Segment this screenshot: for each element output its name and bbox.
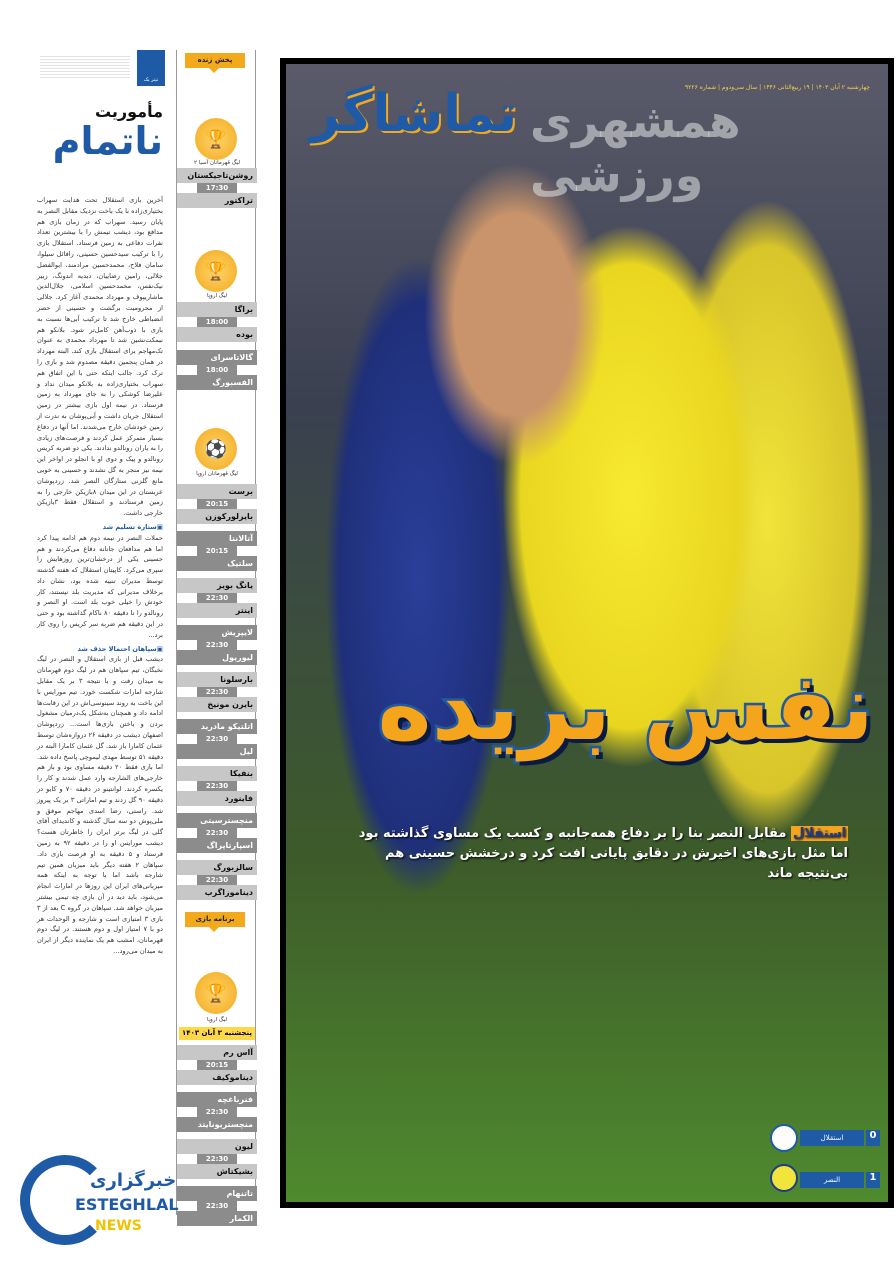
match-time: 17:30 [177, 183, 257, 193]
team-home: روشن‌تاجیکستان [177, 168, 257, 183]
team-home: تاتنهام [177, 1186, 257, 1201]
masthead [310, 84, 870, 202]
match-time: 22:30 [177, 1201, 257, 1211]
team-home: لیون [177, 1139, 257, 1154]
team-home: بارسلونا [177, 672, 257, 687]
deck-line-1: مقابل النصر بنا را بر دفاع همه‌جانبه و کسب یک مساوی گذاشته بود [358, 826, 791, 841]
score-row-away [800, 1172, 880, 1188]
away-team: النصر [800, 1172, 864, 1188]
match-time: 22:30 [177, 1107, 257, 1117]
team-away: فاینورد [177, 791, 257, 806]
esteghlal-crest-icon [770, 1124, 798, 1152]
watermark-logo [20, 1150, 179, 1250]
match-time: 22:30 [177, 875, 257, 885]
ucl-ball-icon: ⚽ [195, 428, 237, 470]
team-home: لایپزیش [177, 625, 257, 640]
section-tag: تیتر یک [137, 50, 165, 86]
team-home: براگا [177, 302, 257, 317]
intro-text: آخرین بازی استقلال تحت هدایت سهراب بختیاری‌زاده با یک باخت نزدیک مقابل النصر به پایان رسید. سهراب که در زمان بازی هم مدافع بود، دیشب تیمش را با بیشترین تعداد نفرات دفاعی به زمین فرستاد. استقلال بازی را با ترکیب سیدحسین حسینی، رافائل سیلوا، سامان فلاح، محمدحسین مرادمند، ابوالفضل جلالی، رامین رضاییان، دیدیه اندونگ، زبیر نیک‌نفس، محمدحسین اسلامی، جلال‌الدین ماشاریپوف و مهرداد محمدی آغاز کرد. جلالی از محرومیت برگشت و حسینی از حصر انضباطی خارج شد تا ترکیب آبی‌ها نسبت به بازی با ذوب‌آهن کامل‌تر شود. بلانکو هم نیمکت‌نشین شد تا مهرداد محمدی به عنوان تک‌مهاجم برای استقلال بازی کند. البته مهرداد در همان پنجمین دقیقه مصدوم شد و بازی را ترک کرد. جالب اینکه حتی با این اتفاق هم سهراب بختیاری‌زاده به بلانکو میدان نداد و علیرضا کوشکی را به جای مهرداد به زمین فرستاد. در نیمه اول بازی بیشتر در زمین استقلال جریان داشت و آبی‌پوشان به ندرت از زمین خودشان خارج می‌شدند. اما آنها در دفاع بسیار متمرکز عمل کردند و فرصت‌های زیادی را به یاران رونالدو ندادند. یکی دو ضربه کریس رونالدو و پیک و دوی او با انجلو در اواخر این نیمه نیز منجر به گل نشدند و حسینی به خوبی مانع گلزنی ستارگان النصر شد. زردپوشان عربستان در این میدان ۸بازیکن خارجی را به زمین فرستادند و استقلال فقط ۳بازیکن خارجی داشت. [37, 196, 163, 518]
match-time: 22:30 [177, 828, 257, 838]
cover-frame [280, 58, 894, 1208]
watermark-en1: ESTEGHLAL [75, 1195, 179, 1214]
match-time: 22:30 [177, 1154, 257, 1164]
match-schedule [176, 50, 256, 1223]
team-home: یانگ بویز [177, 578, 257, 593]
match-time: 22:30 [177, 734, 257, 744]
team-away: دیناموکیف [177, 1070, 257, 1085]
live-label: پخش زنده [185, 53, 245, 68]
program-label: برنامه بازی [185, 912, 245, 927]
team-away: سلتیک [177, 556, 257, 571]
match-date: پنجشنبه ۳ آبان ۱۴۰۳ [179, 1027, 255, 1040]
article-body [37, 195, 163, 957]
article-headline: ناتمام [52, 119, 163, 163]
team-home: گالاتاسرای [177, 350, 257, 365]
away-score: 1 [866, 1172, 880, 1188]
match-time: 18:00 [177, 317, 257, 327]
match-time: 20:15 [177, 499, 257, 509]
paragraph-1: حملات النصر در نیمه دوم هم ادامه پیدا کرد اما هم مدافعان جانانه دفاع می‌کردند و هم حسینی یکی از درخشان‌ترین روزهایش را سپری می‌کرد. کاپیتان استقلال که هفته گذشته توسط مدیران تنبیه شده بود، نشان داد برخلاف مدیرانی که مدیریت بلد نیستند، کار خودش را خیلی خوب بلد است. او النصر و رونالدو را تا دقیقه ۸۰ ناکام گذاشته بود و حتی در این دقیقه هم ضربه سر کریس را روی کار برد... [37, 533, 164, 639]
scoreboard [770, 1124, 880, 1198]
team-away: تراکتور [177, 193, 257, 208]
league-name: لیگ اروپا [206, 1017, 228, 1023]
brand-overlay: تماشاگر [310, 84, 518, 144]
team-home: آاس رم [177, 1045, 257, 1060]
deck-highlight: استقلال [792, 826, 846, 841]
match-time: 18:00 [177, 365, 257, 375]
league-name: لیگ قهرمانان آسیا ۲ [193, 160, 240, 166]
dateline: چهارشنبه ۲ آبان ۱۴۰۳ | ۱۹ ربیع‌الثانی ۱۴۴۶ | سال سی‌ودوم | شماره ۹۲۲۶ [684, 84, 870, 91]
subheading-2: ▣ سپاهان احتمالا حذف شد [37, 644, 163, 655]
deck-line-2: اما مثل بازی‌های اخیرش در دقایق پایانی افت کرد و درخشش حسینی هم بی‌نتیجه ماند [385, 846, 848, 881]
team-away: منچستریونایتد [177, 1117, 257, 1132]
team-away: لیورپول [177, 650, 257, 665]
match-time: 22:30 [177, 687, 257, 697]
team-away: دیناموزاگرب [177, 885, 257, 900]
team-home: بنفیکا [177, 766, 257, 781]
team-away: بوده [177, 327, 257, 342]
team-away: لیل [177, 744, 257, 759]
team-home: برست [177, 484, 257, 499]
match-time: 22:30 [177, 640, 257, 650]
brand-name: همشهری ورزشی [530, 94, 741, 202]
home-team: استقلال [800, 1130, 864, 1146]
paragraph-2: دیشب قبل از بازی استقلال و النصر در لیگ نخبگان، تیم سپاهان هم در لیگ دوم قهرمانان به میدان رفت و با نتیجه ۳ بر یک مقابل شارجه امارات شکست خورد. تیم مورایس با این باخت به روند سینوسی‌اش در این رقابت‌ها ادامه داد و همچنان به‌شکل یک‌درمیان مشغول بردن و باختن بازی‌ها است... زردپوشان اصفهان دیشب در دقیقه ۲۶ دروازه‌شان توسط عثمان کامارا باز شد. گل عثمان کامارا البته در دقیقه ۵۱ توسط مهدی لیموچی پاسخ داده شد. اما بازی فقط ۲۰ دقیقه مساوی بود و باز هم خارجی‌های الشارجه وارد عمل شدند و کار را یکسره کردند. لوانتینو در دقیقه ۷۰ و کایو در دقیقه ۹۰ گل زدند و تیم اماراتی ۳ بر یک پیروز شد. راستی، رضا اسدی مهاجم موفق و ملی‌پوش دو سه سال گذشته و کاندیدای آقای گلی در لیگ برتر ایران را خاطرتان هست؟ دیشب مورایس او را در دقیقه ۹۲ به زمین فرستاد و ۵ دقیقه به او فرصت بازی داد. سپاهان ۲ هفته دیگر باید میزبان همین تیم شارجه باشد اما با توجه به اینکه همه میزبانی‌های ایران این روزها در امارات انجام می‌شود، باید دید در آن بازی چه تیمی بیشتر میزبان خواهد شد. سپاهان در گروه C بعد از ۳ بازی ۳ امتیازی است و شارجه و الوحدات هر دو با ۷ امتیاز اول و دوم هستند. در لیگ دوم قهرمانان، امشب هم یک نماینده دیگر از ایران به میدان می‌رود... [37, 655, 164, 955]
team-away: الکمار [177, 1211, 257, 1226]
match-time: 22:30 [177, 593, 257, 603]
team-away: بایرلورکوزن [177, 509, 257, 524]
europa-trophy-icon: 🏆 [195, 250, 237, 292]
cover-photo [286, 64, 888, 1202]
home-score: 0 [866, 1130, 880, 1146]
team-away: بایرن مونیخ [177, 697, 257, 712]
watermark-fa: خبرگزاری [90, 1170, 177, 1191]
team-away: اینتر [177, 603, 257, 618]
team-home: سالزبورگ [177, 860, 257, 875]
team-away: الفسبورگ [177, 375, 257, 390]
league-name: لیگ قهرمانان اروپا [196, 471, 238, 477]
match-time: 20:15 [177, 1060, 257, 1070]
europa-trophy-icon: 🏆 [195, 972, 237, 1014]
deck-text [348, 824, 848, 884]
team-home: آتالانتا [177, 531, 257, 546]
team-home: منچسترسیتی [177, 813, 257, 828]
alnassr-crest-icon [770, 1164, 798, 1192]
decorative-lines [40, 54, 130, 80]
watermark-en2: NEWS [95, 1218, 142, 1234]
score-row-home [800, 1130, 880, 1146]
acl2-trophy-icon: 🏆 [195, 118, 237, 160]
match-time: 22:30 [177, 781, 257, 791]
team-away: اسپارتاپراگ [177, 838, 257, 853]
article-kicker: مأموریت [94, 102, 163, 121]
team-away: بشیکتاش [177, 1164, 257, 1179]
match-time: 20:15 [177, 546, 257, 556]
league-name: لیگ اروپا [206, 293, 228, 299]
team-home: اتلتیکو مادرید [177, 719, 257, 734]
main-headline: نفس بریده [377, 654, 874, 761]
team-home: فنرباغچه [177, 1092, 257, 1107]
left-column-article [35, 50, 165, 1280]
subheading-1: ▣ ستاره تسلیم شد [37, 522, 163, 533]
